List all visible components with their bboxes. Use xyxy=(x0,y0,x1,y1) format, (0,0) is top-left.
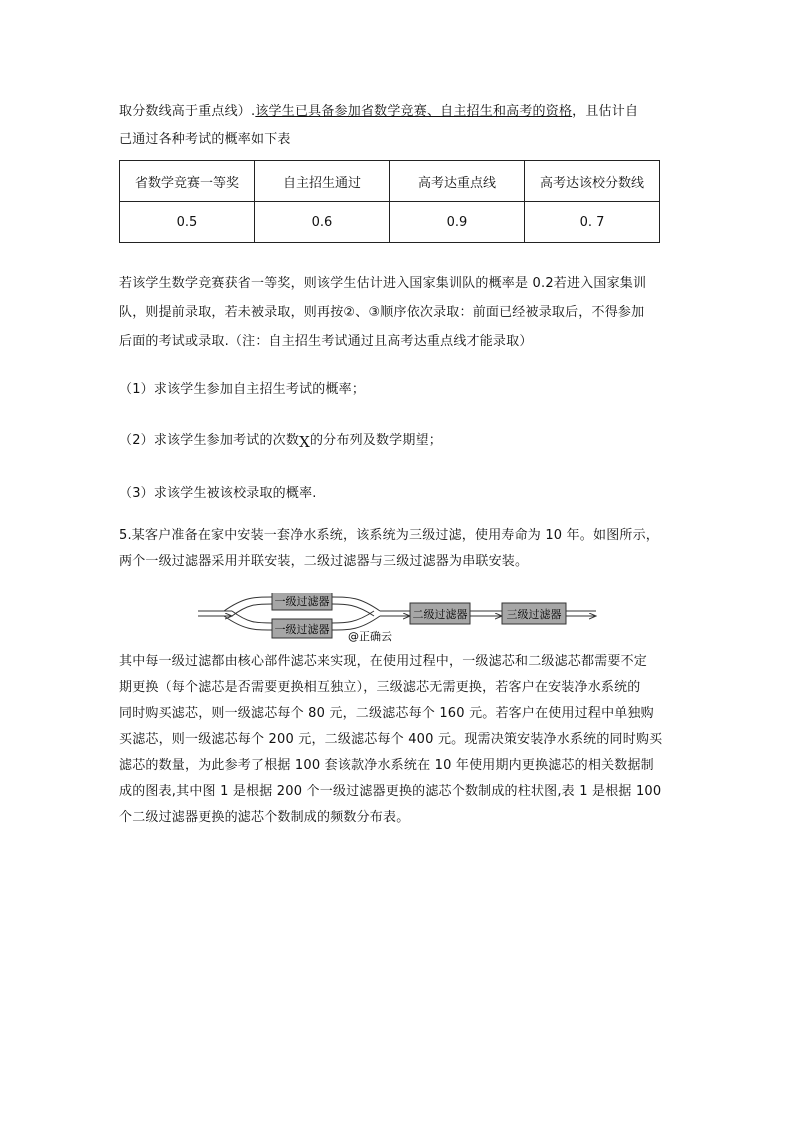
table-cell: 0.9 xyxy=(390,202,525,243)
body-line: 买滤芯，则一级滤芯每个 200 元，二级滤芯每个 400 元。现需决策安装净水系统的同时购买 xyxy=(119,732,663,747)
question-1: （1）求该学生参加自主招生考试的概率； xyxy=(119,382,366,397)
paragraph-line: 队，则提前录取，若未被录取，则再按②、③顺序依次录取：前面已经被录取后，不得参加 xyxy=(119,305,645,320)
body-line: 个二级过滤器更换的滤芯个数制成的频数分布表。 xyxy=(119,810,410,825)
pipe-2-to-3 xyxy=(470,611,502,616)
table-header-cell: 自主招生通过 xyxy=(255,161,390,202)
filter-label: 一级过滤器 xyxy=(274,623,330,636)
body-line: 期更换（每个滤芯是否需要更换相互独立），三级滤芯无需更换，若客户在安装净水系统的 xyxy=(119,680,641,695)
problem-5-line: 两个一级过滤器采用并联安装，二级过滤器与三级过滤器为串联安装。 xyxy=(119,554,529,569)
filter-label: 三级过滤器 xyxy=(506,608,562,621)
table-cell: 0. 7 xyxy=(525,202,660,243)
mid-pipe xyxy=(380,611,410,616)
body-line: 同时购买滤芯，则一级滤芯每个 80 元，二级滤芯每个 160 元。若客户在使用过程中单独购 xyxy=(119,706,654,721)
question-3: （3）求该学生被该校录取的概率. xyxy=(119,486,317,501)
filter-label: 一级过滤器 xyxy=(274,595,330,608)
paragraph-line: 若该学生数学竞赛获省一等奖，则该学生估计进入国家集训队的概率是 0.2若进入国家集训 xyxy=(119,276,647,291)
table-cell: 0.5 xyxy=(120,202,255,243)
question-2-text-pre: （2）求该学生参加考试的次数 xyxy=(119,433,300,448)
paragraph-line: 后面的考试或录取.（注：自主招生考试通过且高考达重点线才能录取） xyxy=(119,334,533,349)
watermark-text: @正确云 xyxy=(348,630,392,643)
table-row xyxy=(120,202,660,243)
input-pipe xyxy=(198,611,232,616)
probability-table xyxy=(119,160,660,243)
filter-level-3 xyxy=(502,603,566,624)
question-2 xyxy=(119,430,442,450)
intro-line-1 xyxy=(119,103,638,121)
filter-label: 二级过滤器 xyxy=(412,608,468,621)
intro-text-post: ，且估计自 xyxy=(572,104,639,119)
intro-line-2: 己通过各种考试的概率如下表 xyxy=(119,132,291,147)
variable-x: X xyxy=(299,433,310,451)
table-header-row xyxy=(120,161,660,202)
intro-text-pre: 取分数线高于重点线）. xyxy=(119,104,256,119)
filter-level-1-top xyxy=(272,593,332,610)
problem-5-line: 5.某客户准备在家中安装一套净水系统，该系统为三级过滤，使用寿命为 10 年。如图所示， xyxy=(119,528,660,543)
table-header-cell: 高考达该校分数线 xyxy=(525,161,660,202)
body-line: 滤芯的数量，为此参考了根据 100 套该款净水系统在 10 年使用期内更换滤芯的相关数据制 xyxy=(119,758,654,773)
table-cell: 0.6 xyxy=(255,202,390,243)
filter-system-diagram xyxy=(196,593,600,647)
question-2-text-post: 的分布列及数学期望； xyxy=(309,433,442,448)
body-line: 其中每一级过滤都由核心部件滤芯来实现，在使用过程中，一级滤芯和二级滤芯都需要不定 xyxy=(119,654,648,669)
output-pipe xyxy=(566,611,596,616)
body-line: 成的图表,其中图 1 是根据 200 个一级过滤器更换的滤芯个数制成的柱状图,表 1 是根据 100 xyxy=(119,784,662,799)
intro-text-underlined: 该学生已具备参加省数学竞赛、自主招生和高考的资格 xyxy=(255,104,573,119)
table-header-cell: 高考达重点线 xyxy=(390,161,525,202)
filter-level-2 xyxy=(410,603,470,624)
table-header-cell: 省数学竞赛一等奖 xyxy=(120,161,255,202)
filter-level-1-bottom xyxy=(272,619,332,638)
